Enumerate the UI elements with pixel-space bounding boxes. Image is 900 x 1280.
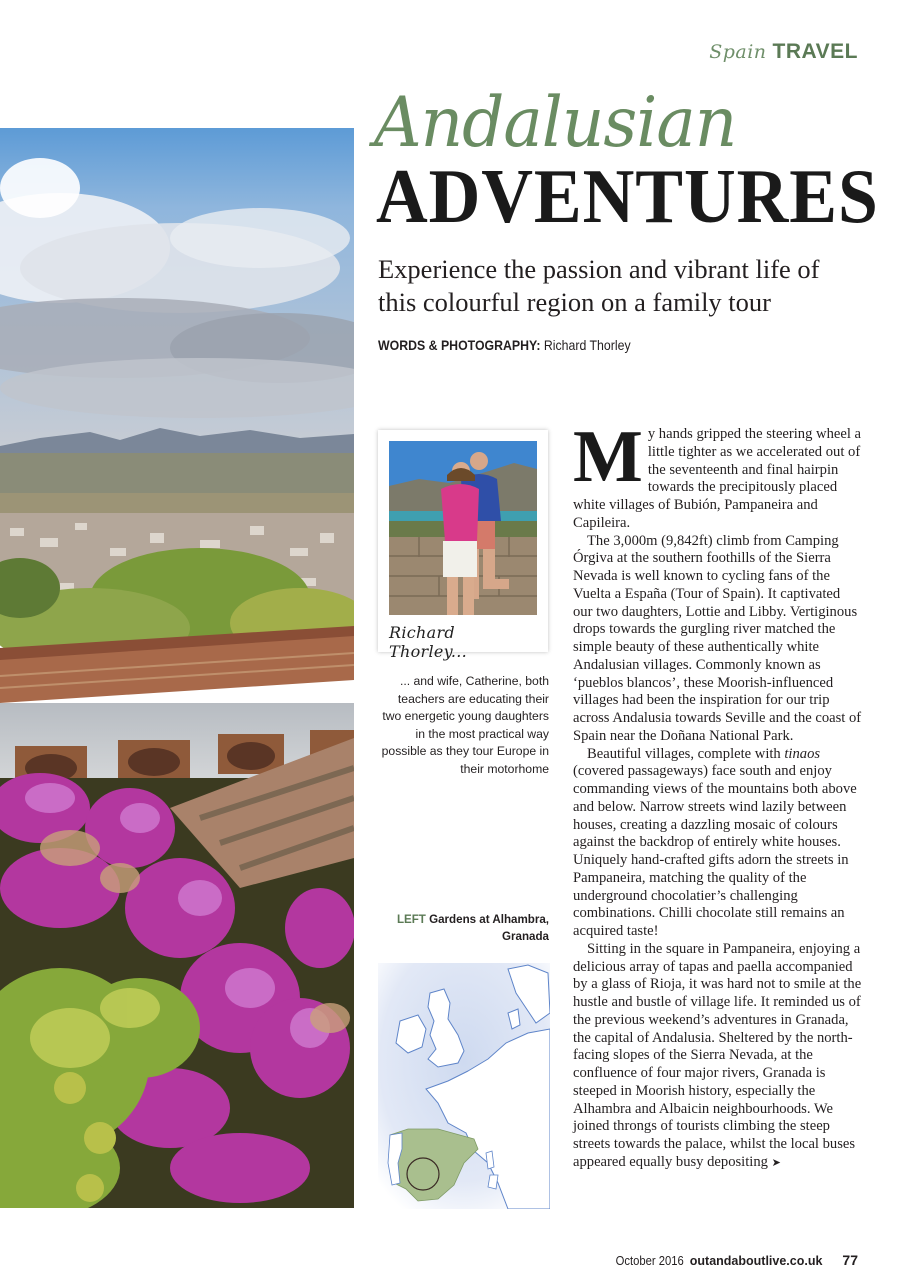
photo-caption-text: Gardens at Alhambra, Granada: [429, 912, 549, 943]
paragraph-1-text: y hands gripped the steering wheel a little tighter as we accelerated out of the seventeenth and final hairpin towards the precipitously placed white villages of Bubión, Pampaneira and Capileira.: [573, 426, 862, 531]
author-photo: [389, 441, 537, 615]
paragraph-4: [573, 941, 863, 1173]
photo-caption-label: LEFT: [396, 912, 426, 926]
paragraph-3: [573, 746, 863, 941]
paragraph-4-text: Sitting in the square in Pampaneira, enjoying a delicious array of tapas and paella accompanied by a glass of Rioja, it was hard not to smile at the hustle and bustle of village life. It reminded us of the previous weekend’s adventures in Granada, the capital of Andalusia. Sheltered by the north-facing slopes of the Sierra Nevada, at the confluence of four major rivers, Granada is steeped in Moorish history, especially the Alhambra and Albaicin neighbourhoods. We joined throngs of tourists climbing the steep streets towards the palace, whilst the local buses appeared equally busy depositing: [573, 940, 862, 1170]
byline-name: Richard Thorley: [543, 337, 631, 353]
section-name: TRAVEL: [772, 40, 858, 63]
issue-date: October 2016: [615, 1254, 684, 1268]
page-number: 77: [842, 1252, 858, 1268]
byline-label: WORDS & PHOTOGRAPHY:: [378, 337, 541, 353]
photo-caption: [387, 911, 549, 945]
paragraph-3-text: (covered passageways) face south and enjoy commanding views of the mountains both above and below. Narrow streets wind lazily between houses, creating a dazzling mosaic of colours against the backdrop of entirely white houses. Uniquely hand-crafted gifts adorn the streets in Pampaneira, matching the quality of the underground chocolatier’s challenging combinations. Chilli chocolate still remains an acquired taste!: [573, 763, 857, 939]
byline: [378, 337, 631, 353]
author-caption: ... and wife, Catherine, both teachers are educating their two energetic young daughters in the most practical way possible as they tour Europe in their motorhome: [381, 674, 549, 776]
author-polaroid: [378, 430, 548, 661]
drop-cap: M: [573, 416, 643, 498]
title-main: ADVENTURES: [376, 153, 879, 239]
section-country: Spain: [709, 41, 767, 63]
continue-arrow-icon: ➤: [771, 1156, 781, 1169]
article-body: [573, 416, 863, 1173]
paragraph-3-italic: tinaos: [784, 745, 821, 762]
author-signature: Richard Thorley...: [389, 623, 468, 661]
section-tag: [709, 40, 858, 64]
paragraph-1: [573, 416, 863, 533]
website-link[interactable]: outandaboutlive.co.uk: [689, 1254, 823, 1268]
paragraph-2: The 3,000m (9,842ft) climb from Camping Órgiva at the southern foothills of the Sierra Nevada is well known to cycling fans of the Vuelta a España (Tour of Spain). It captivated our two daughters, Lottie and Libby. Vertiginous drops towards the gurgling river matched the simple beauty of these authentically white Andalusian villages. Commonly known as ‘pueblos blancos’, these Moorish-influenced villages had been the inspiration for our trip across Andalusia towards Seville and the coast of Spain near the Doñana National Park.: [573, 532, 862, 744]
europe-locator-map: [378, 963, 550, 1209]
title-script: Andalusian: [374, 82, 737, 163]
hero-photo-alhambra-gardens: [0, 128, 354, 1208]
page-footer: [608, 1252, 858, 1268]
paragraph-3-lead: Beautiful villages, complete with: [587, 745, 785, 762]
standfirst: Experience the passion and vibrant life of this colourful region on a family tour: [378, 254, 820, 317]
